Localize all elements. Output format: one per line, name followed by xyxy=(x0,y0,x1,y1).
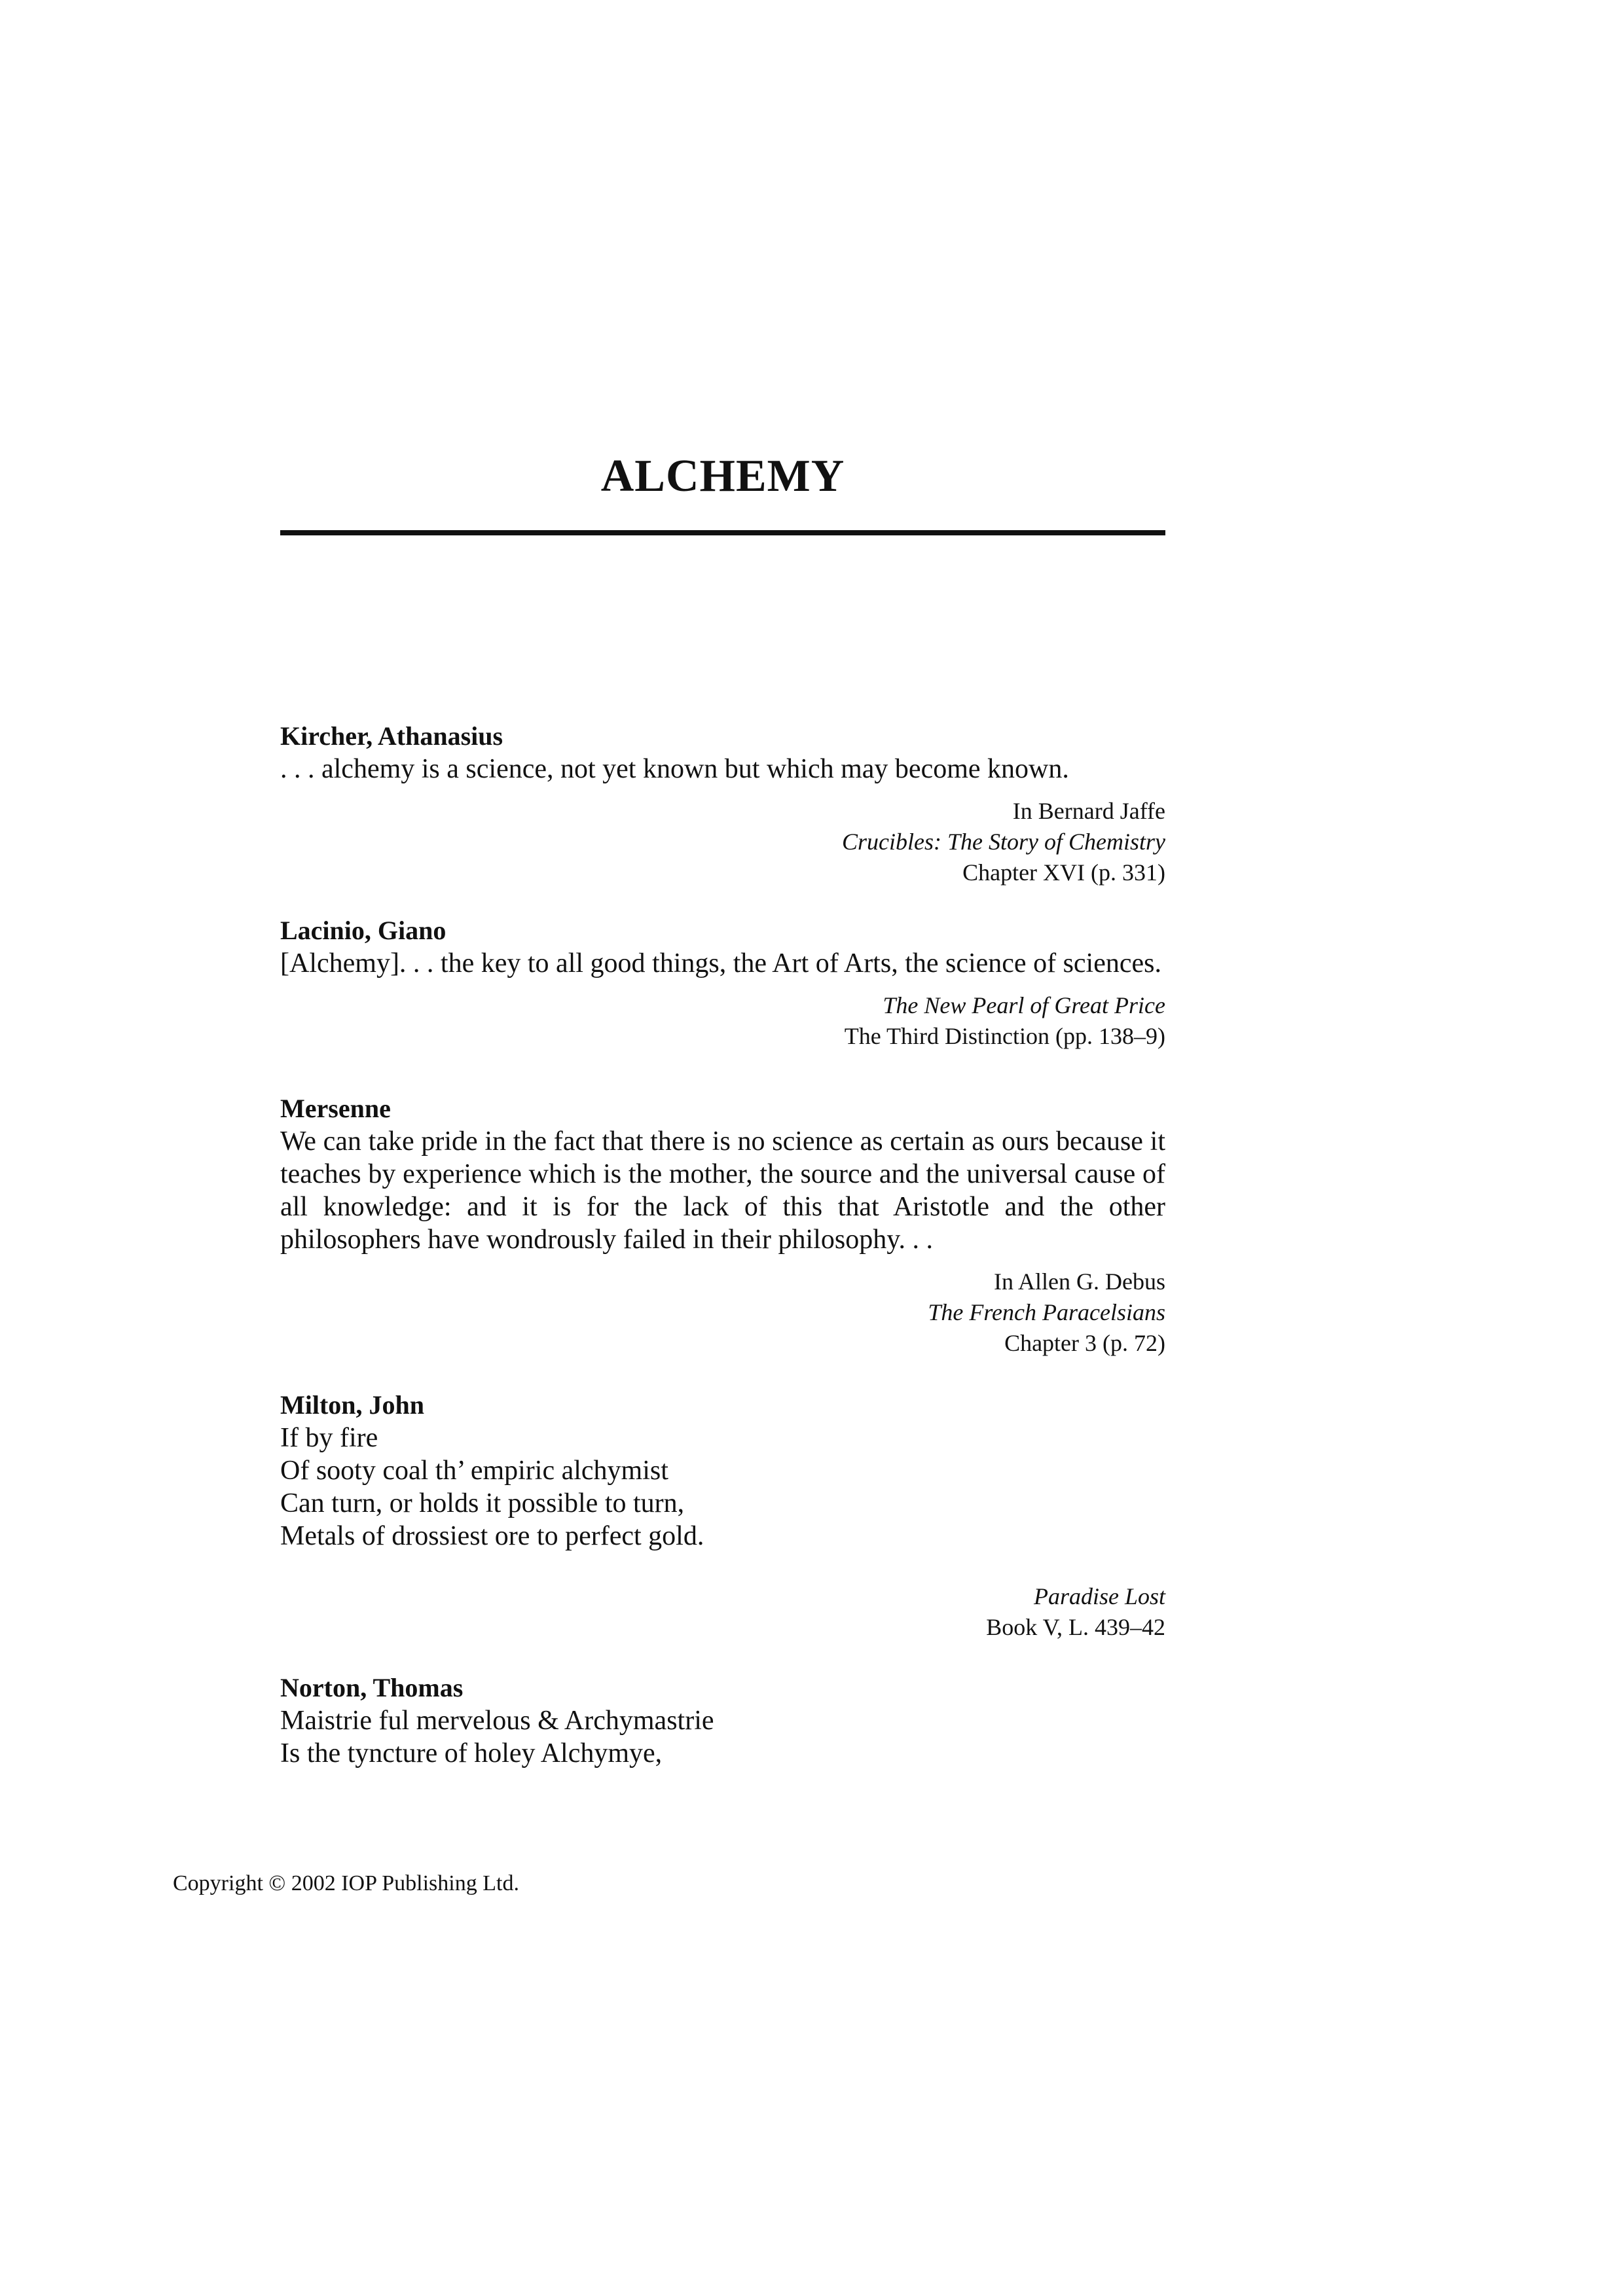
entry-author: Norton, Thomas xyxy=(280,1673,464,1702)
entry-author: Mersenne xyxy=(280,1094,391,1123)
quotation-entry xyxy=(280,914,1165,1052)
quotation-entry xyxy=(280,1092,1165,1359)
entry-quote-line: If by fire xyxy=(280,1423,378,1453)
source-title: The French Paracelsians xyxy=(928,1299,1165,1325)
entry-source xyxy=(280,1581,1165,1643)
entry-quote-line: Maistrie ful mervelous & Archymastrie xyxy=(280,1706,714,1736)
entry-quote-line: Metals of drossiest ore to perfect gold. xyxy=(280,1521,704,1551)
source-line: In Allen G. Debus xyxy=(994,1268,1165,1295)
source-line: The Third Distinction (pp. 138–9) xyxy=(844,1023,1165,1049)
source-line: Chapter XVI (p. 331) xyxy=(962,859,1165,886)
entry-quote-line: Can turn, or holds it possible to turn, xyxy=(280,1488,685,1518)
entry-source xyxy=(280,990,1165,1052)
entry-quote: We can take pride in the fact that there is no science as certain as ours because it teaches by experience which is the mother, the source and the universal cause of all knowledge: and it is for the lack of this that Aristotle and the other philosophers have wondrously failed in their philosophy. . . xyxy=(280,1126,1165,1255)
entry-author: Kircher, Athanasius xyxy=(280,721,503,751)
copyright-notice: Copyright © 2002 IOP Publishing Ltd. xyxy=(173,1871,519,1895)
entry-author: Milton, John xyxy=(280,1390,425,1420)
entry-source xyxy=(280,1266,1165,1359)
quotation-list xyxy=(280,720,1165,1770)
quotation-entry xyxy=(280,720,1165,888)
entry-quote: [Alchemy]. . . the key to all good things, the Art of Arts, the science of sciences. xyxy=(280,948,1161,978)
entry-author: Lacinio, Giano xyxy=(280,916,447,945)
entry-quote-line: Is the tyncture of holey Alchymye, xyxy=(280,1738,663,1768)
source-title: Paradise Lost xyxy=(1033,1583,1165,1609)
entry-quote-line: Of sooty coal th’ empiric alchymist xyxy=(280,1456,668,1486)
source-title: The New Pearl of Great Price xyxy=(883,992,1165,1018)
quotation-entry xyxy=(280,1672,1165,1770)
title-rule xyxy=(280,530,1165,535)
entry-source xyxy=(280,796,1165,888)
source-line: Book V, L. 439–42 xyxy=(986,1614,1165,1640)
entry-quote: . . . alchemy is a science, not yet known but which may become known. xyxy=(280,754,1069,784)
source-line: In Bernard Jaffe xyxy=(1012,798,1165,824)
chapter-title: ALCHEMY xyxy=(600,451,845,501)
quotation-entry xyxy=(280,1389,1165,1643)
source-title: Crucibles: The Story of Chemistry xyxy=(842,829,1165,855)
source-line: Chapter 3 (p. 72) xyxy=(1004,1330,1165,1356)
